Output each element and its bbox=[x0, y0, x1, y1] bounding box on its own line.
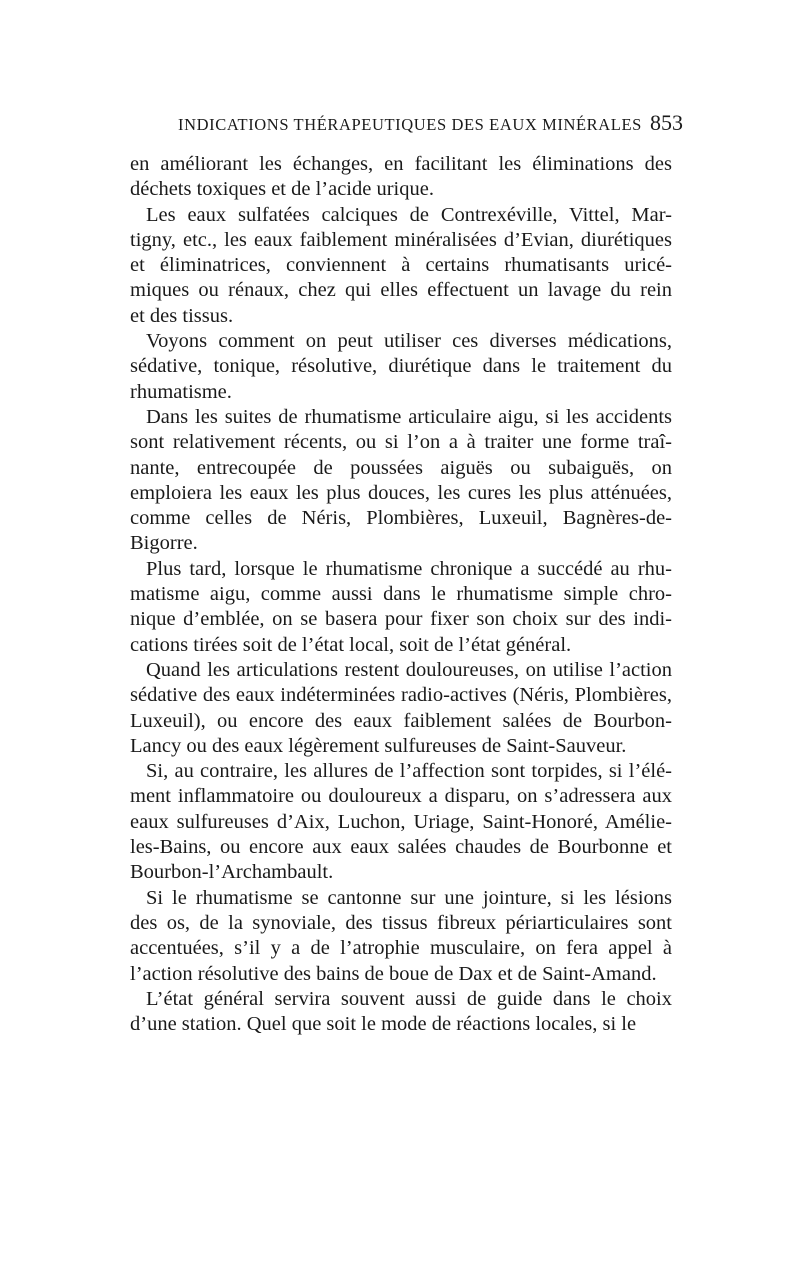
text-line: et des tissus. bbox=[130, 304, 234, 327]
paragraph bbox=[130, 329, 672, 405]
text-line: sédative, tonique, résolutive, diurétique dans le traitement du bbox=[130, 355, 672, 378]
text-line: emploiera les eaux les plus douces, les cures les plus atténuées, bbox=[130, 481, 672, 504]
text-line: Si, au contraire, les allures de l’affection sont torpides, si l’élé- bbox=[146, 760, 672, 783]
paragraph bbox=[130, 405, 672, 557]
text-line: Luxeuil), ou encore des eaux faiblement salées de Bourbon- bbox=[130, 709, 672, 732]
paragraph bbox=[130, 759, 672, 885]
text-line: comme celles de Néris, Plombières, Luxeuil, Bagnères-de- bbox=[130, 507, 672, 530]
paragraph bbox=[130, 886, 672, 987]
text-line: tigny, etc., les eaux faiblement minéralisées d’Evian, diurétiques bbox=[130, 228, 672, 251]
text-line: l’action résolutive des bains de boue de Dax et de Saint-Amand. bbox=[130, 962, 657, 985]
text-line: rhumatisme. bbox=[130, 380, 232, 403]
text-line: Bourbon-l’Archambault. bbox=[130, 861, 334, 884]
text-line: miques ou rénaux, chez qui elles effectuent un lavage du rein bbox=[130, 279, 672, 302]
text-line: Lancy ou des eaux légèrement sulfureuses de Saint-Sauveur. bbox=[130, 734, 627, 757]
text-line: Quand les articulations restent douloureuses, on utilise l’action bbox=[146, 658, 672, 681]
text-line: sédative des eaux indéterminées radio-actives (Néris, Plombières, bbox=[130, 684, 672, 707]
text-line: Bigorre. bbox=[130, 532, 198, 555]
paragraph bbox=[130, 203, 672, 329]
paragraph bbox=[130, 557, 672, 658]
page-number: 853 bbox=[650, 110, 683, 135]
paragraph bbox=[130, 152, 672, 203]
text-line: Voyons comment on peut utiliser ces diverses médications, bbox=[146, 330, 672, 353]
text-line: d’une station. Quel que soit le mode de réactions locales, si le bbox=[130, 1013, 637, 1036]
text-line: nique d’emblée, on se basera pour fixer son choix sur des indi- bbox=[130, 608, 672, 631]
text-line: et éliminatrices, conviennent à certains rhumatisants uricé- bbox=[130, 254, 672, 277]
body-text bbox=[130, 152, 672, 1037]
text-line: sont relativement récents, ou si l’on a à traiter une forme traî- bbox=[130, 431, 672, 454]
text-line: eaux sulfureuses d’Aix, Luchon, Uriage, Saint-Honoré, Amélie- bbox=[130, 810, 672, 833]
text-line: cations tirées soit de l’état local, soit de l’état général. bbox=[130, 633, 572, 656]
text-line: Plus tard, lorsque le rhumatisme chronique a succédé au rhu- bbox=[146, 557, 672, 580]
text-line: matisme aigu, comme aussi dans le rhumatisme simple chro- bbox=[130, 583, 672, 606]
text-line: accentuées, s’il y a de l’atrophie musculaire, on fera appel à bbox=[130, 937, 672, 960]
text-line: Les eaux sulfatées calciques de Contrexéville, Vittel, Mar- bbox=[146, 203, 672, 226]
paragraph bbox=[130, 658, 672, 759]
text-line: Dans les suites de rhumatisme articulaire aigu, si les accidents bbox=[146, 405, 672, 428]
paragraph bbox=[130, 987, 672, 1038]
text-line: les-Bains, ou encore aux eaux salées chaudes de Bourbonne et bbox=[130, 836, 672, 859]
text-line: nante, entrecoupée de poussées aiguës ou subaiguës, on bbox=[130, 456, 672, 479]
text-line: L’état général servira souvent aussi de guide dans le choix bbox=[146, 987, 672, 1010]
running-head bbox=[178, 110, 683, 136]
text-line: des os, de la synoviale, des tissus fibreux périarticulaires sont bbox=[130, 911, 672, 934]
text-line: Si le rhumatisme se cantonne sur une jointure, si les lésions bbox=[146, 886, 672, 909]
text-line: en améliorant les échanges, en facilitant les éliminations des bbox=[130, 153, 672, 175]
text-line: déchets toxiques et de l’acide urique. bbox=[130, 178, 434, 201]
running-title: INDICATIONS THÉRAPEUTIQUES DES EAUX MINÉRALES bbox=[178, 115, 642, 134]
text-line: ment inflammatoire ou douloureux a disparu, on s’adressera aux bbox=[130, 785, 672, 808]
